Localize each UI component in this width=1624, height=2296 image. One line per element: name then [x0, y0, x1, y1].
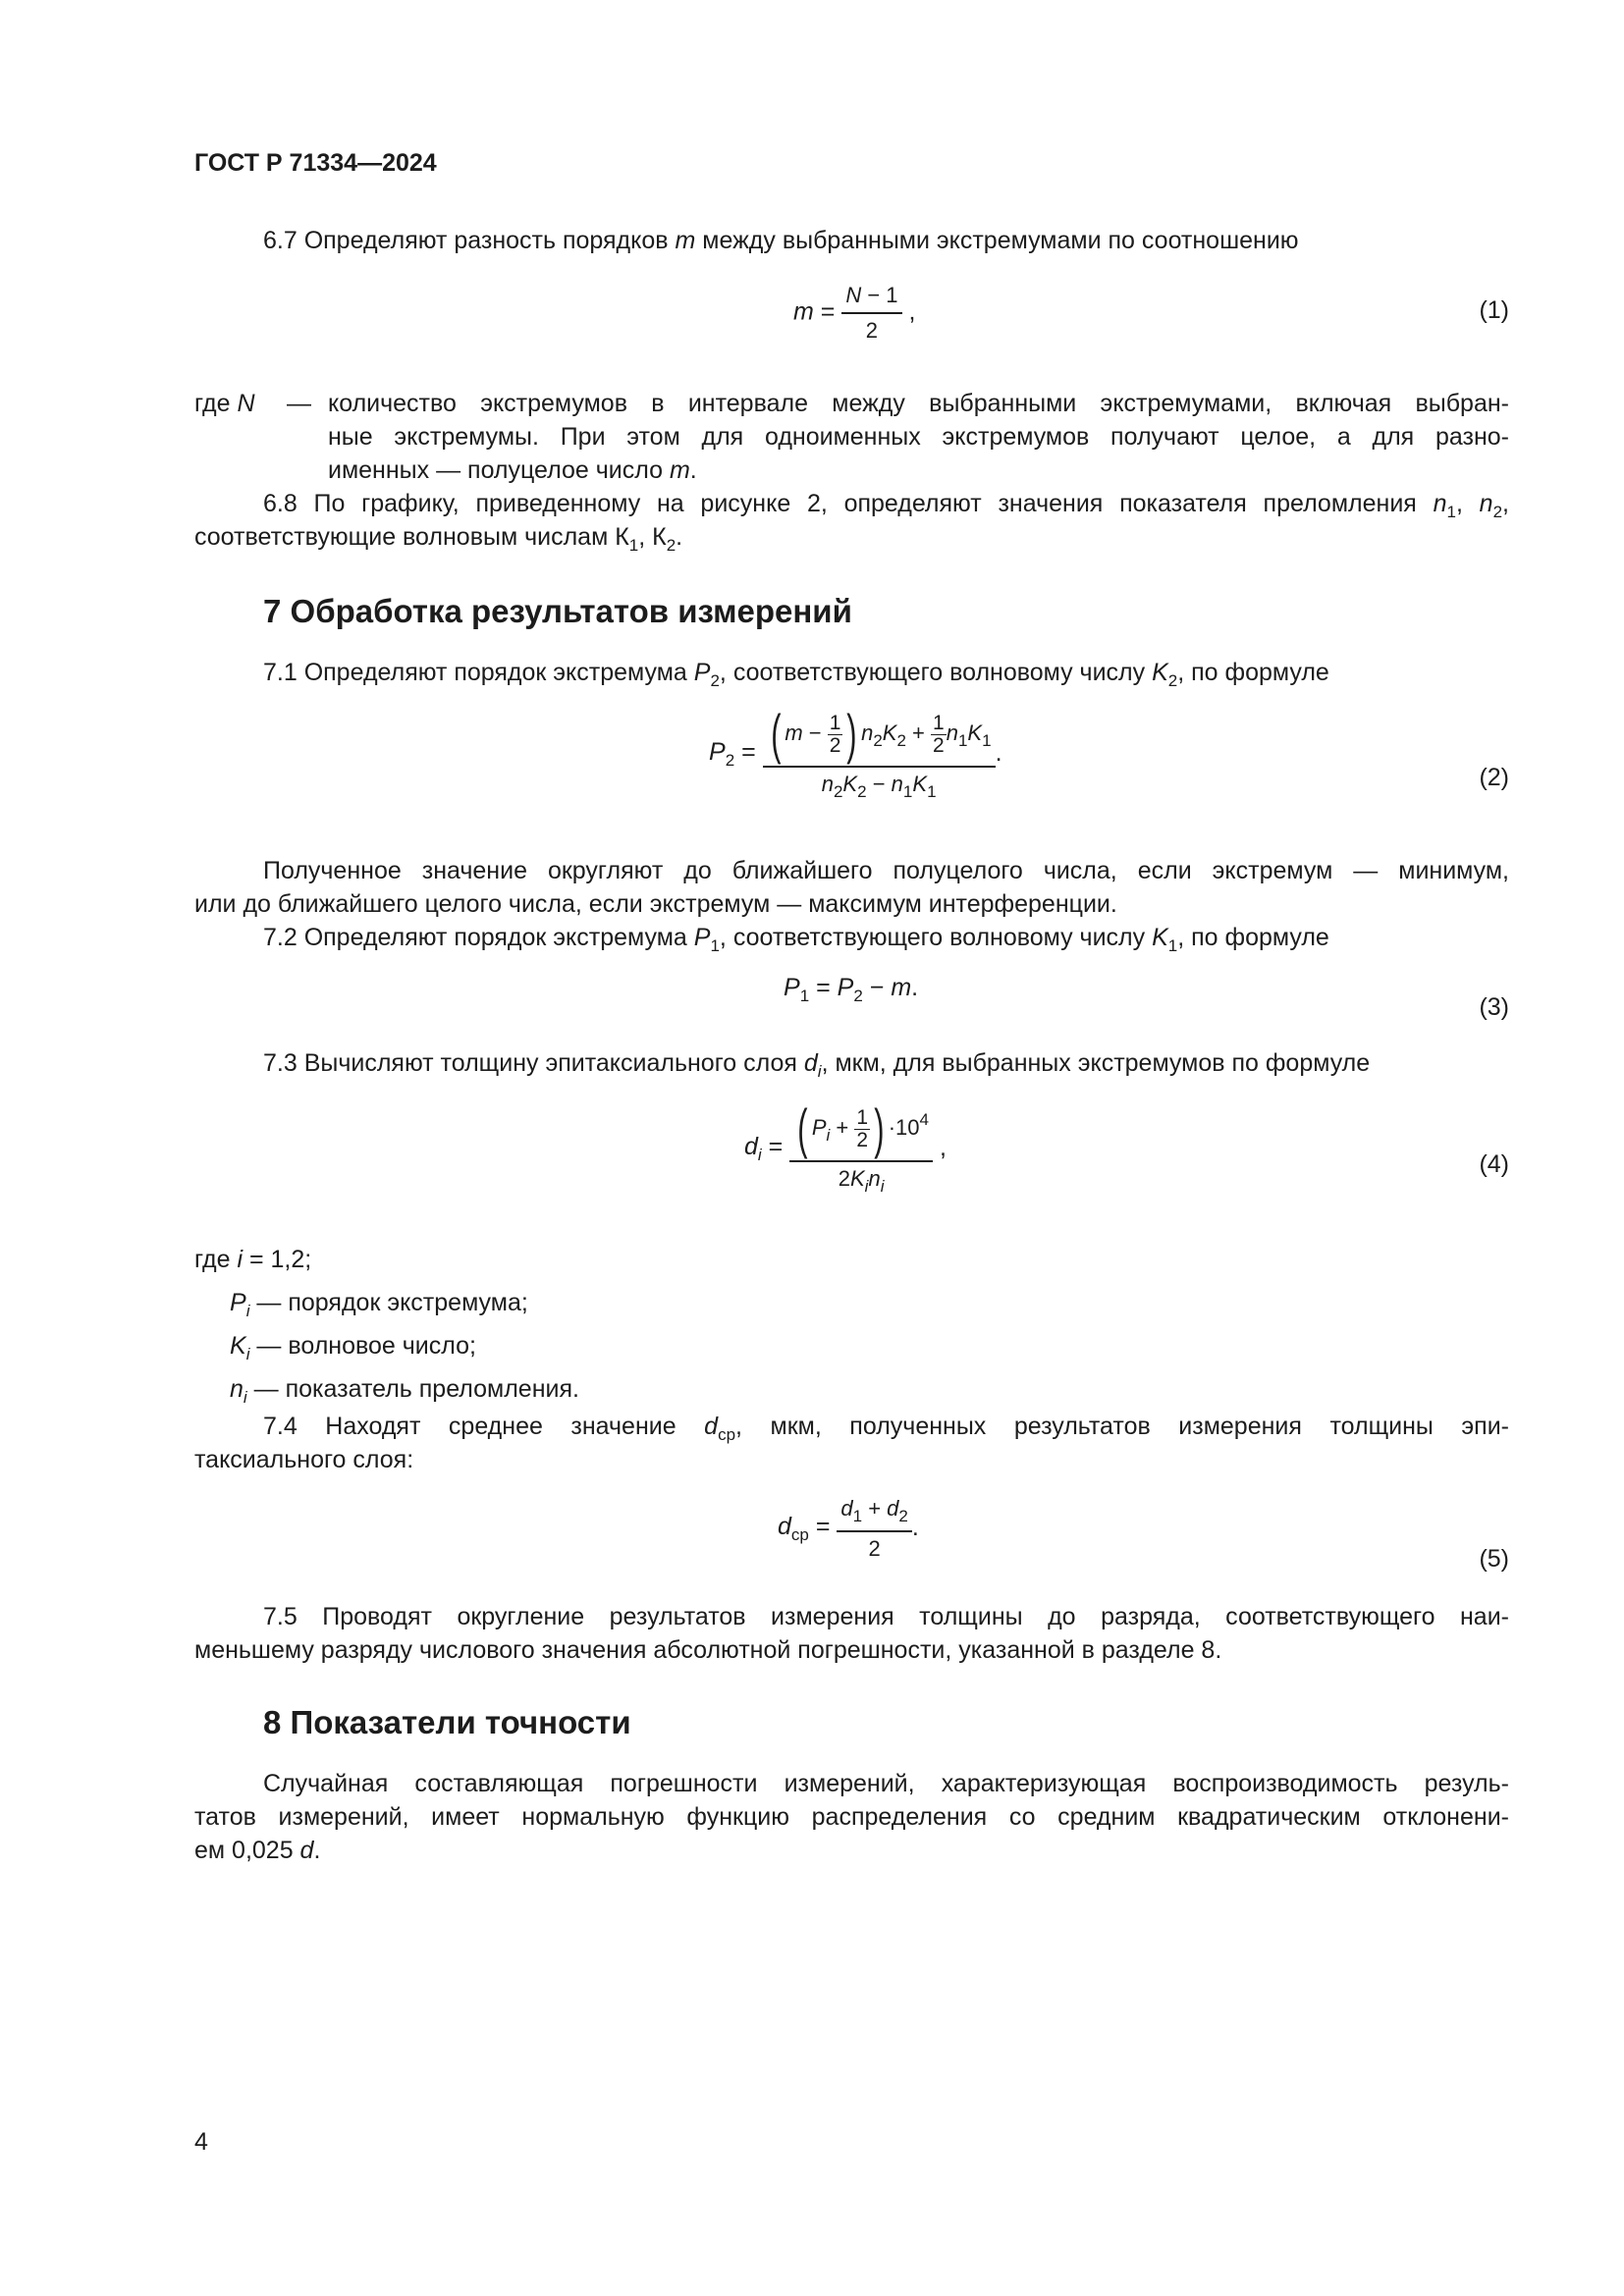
equation-2-label: (2) — [1479, 764, 1509, 791]
equation-3: $P_1 = P_2 - m$. — [784, 974, 919, 1005]
equation-3-label: (3) — [1479, 993, 1509, 1021]
paragraph-7-5-line-1: 7.5 Проводят округление результатов измерения толщины до разряда, соответствующего наи- — [263, 1603, 1509, 1630]
where-i-ni: $n_i$ — показатель преломления. — [230, 1375, 579, 1407]
paragraph-7-1: 7.1 Определяют порядок экстремума $P_2$, соответствующего волновому числу $K_2$, по формуле — [263, 659, 1329, 690]
equation-4-label: (4) — [1479, 1150, 1509, 1178]
where-n-line-3: именных — полуцелое число m. — [328, 456, 697, 484]
paragraph-7-2: 7.2 Определяют порядок экстремума $P_1$, соответствующего волновому числу $K_1$, по формуле — [263, 924, 1329, 955]
where-i-ki: $K_i$ — волновое число; — [230, 1332, 476, 1363]
paragraph-7-5-line-2: меньшему разряду числового значения абсолютной погрешности, указанной в разделе 8. — [194, 1636, 1222, 1664]
paragraph-7-4-line-2: таксиального слоя: — [194, 1446, 414, 1473]
paragraph-6-8-line-1: 6.8 По графику, приведенному на рисунке 2, определяют значения показателя преломления $n_1$, $n_2$, — [263, 490, 1509, 521]
paragraph-8-line-2: татов измерений, имеет нормальную функцию распределения со средним квадратическим отклонени- — [194, 1803, 1509, 1831]
paragraph-rounding-line-1: Полученное значение округляют до ближайшего полуцелого числа, если экстремум — минимум, — [263, 857, 1509, 884]
where-n-dash: — — [287, 390, 311, 417]
where-i-line-0: где i = 1,2; — [194, 1246, 312, 1273]
where-i-pi: $P_i$ — порядок экстремума; — [230, 1289, 528, 1320]
paragraph-rounding-line-2: или до ближайшего целого числа, если экстремум — максимум интерференции. — [194, 890, 1117, 918]
paragraph-8-line-3: ем 0,025 d. — [194, 1837, 321, 1864]
section-8-title: 8 Показатели точности — [263, 1704, 631, 1740]
equation-2: $P_2$ = ( m − $\frac{1}{2}$ ) $n_2K_2$ + $\frac{1}{2}$ $n_1K_1$ $n_2K_2 - n_1K_1$ . — [709, 703, 1002, 801]
section-7-title: 7 Обработка результатов измерений — [263, 593, 852, 629]
equation-1: m = $\frac{N - 1}{2}$ , — [793, 283, 916, 343]
equation-5-label: (5) — [1479, 1545, 1509, 1573]
equation-4: $d_i$ = ( $P_i$ + $\frac{1}{2}$ ) $\cdot 10^4$ $2K_in_i$ , — [744, 1097, 947, 1196]
where-n-line-2: ные экстремумы. При этом для одноименных экстремумов получают целое, а для разно- — [328, 423, 1509, 451]
where-n-line-1: количество экстремумов в интервале между выбранными экстремумами, включая выбран- — [328, 390, 1509, 417]
paragraph-7-3: 7.3 Вычисляют толщину эпитаксиального слоя $d_i$, мкм, для выбранных экстремумов по формуле — [263, 1049, 1371, 1081]
paragraph-6-8-line-2: соответствующие волновым числам $К_1$, $К_2$. — [194, 523, 683, 555]
paragraph-8-line-1: Случайная составляющая погрешности измерений, характеризующая воспроизводимость резуль- — [263, 1770, 1509, 1797]
paragraph-6-7: 6.7 Определяют разность порядков m между выбранными экстремумами по соотношению — [263, 227, 1299, 254]
equation-1-label: (1) — [1479, 296, 1509, 324]
paragraph-7-4-line-1: 7.4 Находят среднее значение $d_{ср}$, мкм, полученных результатов измерения толщины эпи- — [263, 1413, 1509, 1444]
equation-5: $d_{ср}$ = $\frac{d_1 + d_2}{2}$ . — [778, 1496, 919, 1561]
document-header: ГОСТ Р 71334—2024 — [194, 149, 437, 177]
where-n-prefix: где N — [194, 390, 255, 417]
page-number: 4 — [194, 2128, 208, 2156]
